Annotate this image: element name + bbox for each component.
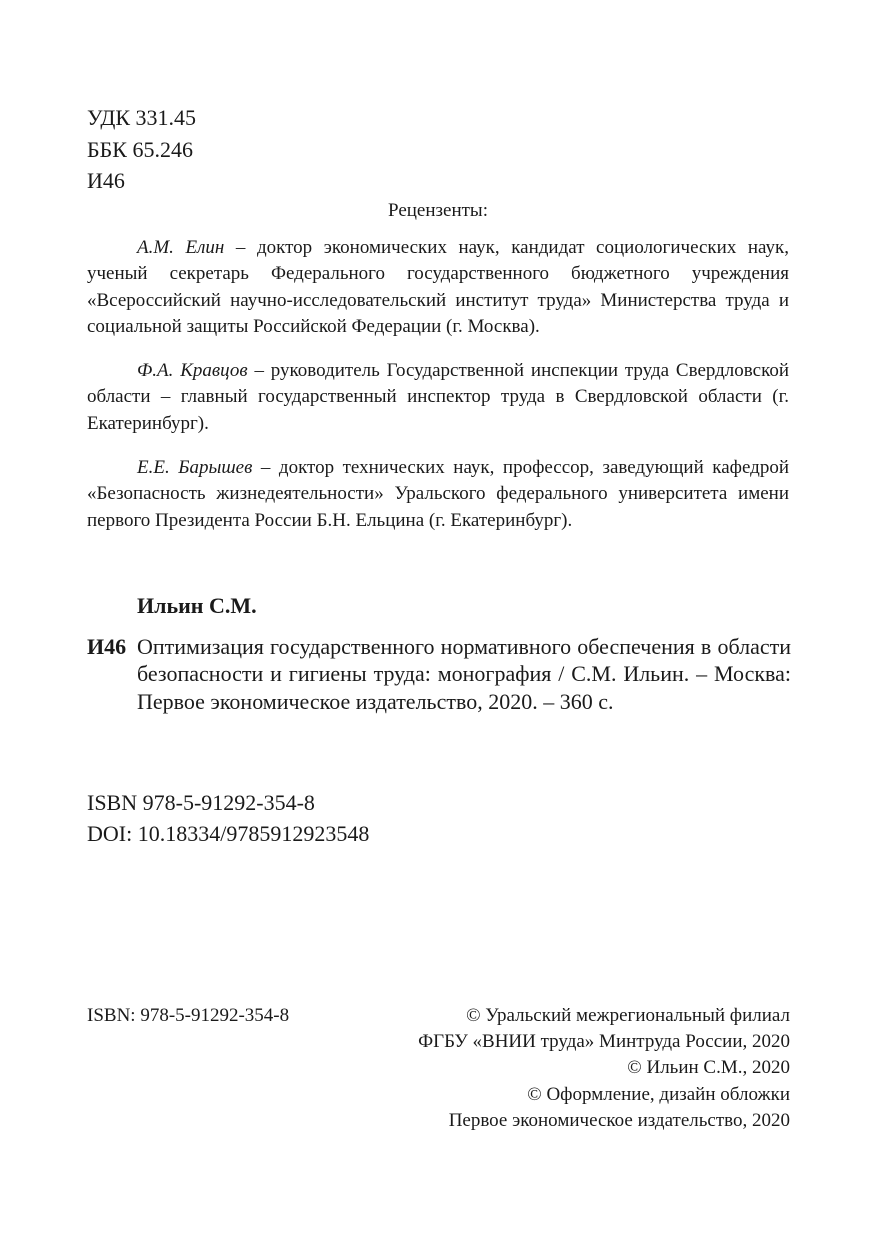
reviewer-description: – руководитель Государственной инспекции труда Свердловской области – главный государственный инспектор труда в Свердловской области (г. Екатеринбург).	[87, 360, 790, 434]
reviewer-paragraph	[87, 235, 789, 340]
copyright-line: ФГБУ «ВНИИ труда» Минтруда России, 2020	[418, 1031, 790, 1053]
entry-code: И46	[87, 634, 127, 659]
author-heading: Ильин С.М.	[137, 593, 257, 618]
entry-description: Оптимизация государственного нормативного обеспечения в области безопасности и гигиены труда: монография / С.М. Ильин. – Москва: Первое экономическое издательство, 2020. – 360 с.	[137, 634, 791, 714]
reviewer-paragraph	[87, 455, 789, 534]
reviewer-name: А.М. Елин	[137, 237, 225, 258]
reviewer-name: Е.Е. Барышев	[137, 457, 253, 478]
bbk-code: ББК 65.246	[87, 136, 193, 162]
footer-isbn: ISBN: 978-5-91292-354-8	[87, 1005, 290, 1026]
reviewer-paragraph	[87, 358, 789, 437]
reviewer-description: – доктор технических наук, профессор, заведующий кафедрой «Безопасность жизнедеятельности» Уральского федерального университета имени первого Президента России Б.Н. Ельцина (г. Екатеринбург).	[87, 457, 789, 531]
reviewers-heading: Рецензенты:	[388, 200, 488, 221]
copyright-line: © Ильин С.М., 2020	[627, 1057, 790, 1079]
copyright-line: © Оформление, дизайн обложки	[527, 1083, 790, 1105]
isbn-number: ISBN 978-5-91292-354-8	[87, 790, 315, 815]
identifiers-block	[87, 787, 369, 849]
copyright-block	[418, 1003, 790, 1134]
udk-code: УДК 331.45	[87, 105, 197, 130]
doi-number: DOI: 10.18334/9785912923548	[87, 821, 370, 846]
author-mark: И46	[87, 168, 125, 193]
reviewer-description: – доктор экономических наук, кандидат социологических наук, ученый секретарь Федерального государственного бюджетного учреждения «Всероссийский научно-исследовательский институт труда» Министерства труда и социальной защиты Российской Федерации (г. Москва).	[87, 237, 789, 337]
classification-block	[87, 102, 196, 197]
bibliographic-entry	[87, 633, 791, 715]
copyright-line: Первое экономическое издательство, 2020	[448, 1109, 790, 1131]
reviewer-name: Ф.А. Кравцов	[137, 360, 248, 381]
copyright-line: © Уральский межрегиональный филиал	[466, 1005, 790, 1026]
